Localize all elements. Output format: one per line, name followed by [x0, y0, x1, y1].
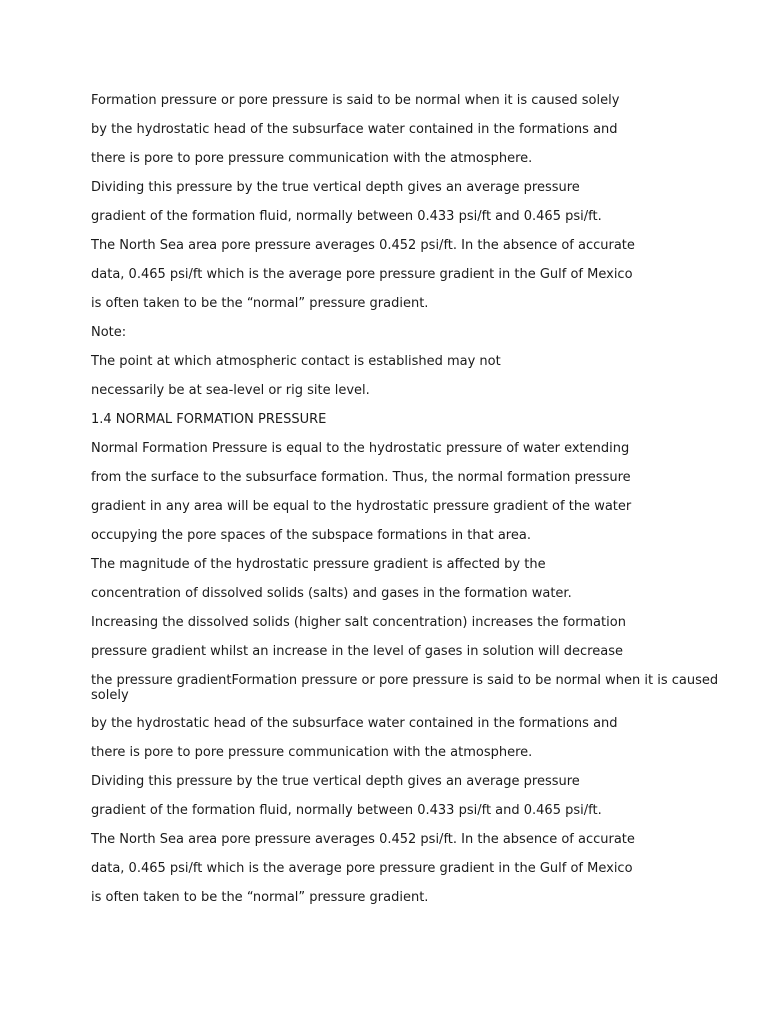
text-line: gradient of the formation fluid, normally between 0.433 psi/ft and 0.465 psi/ft.	[91, 209, 602, 224]
text-line: The North Sea area pore pressure averages 0.452 psi/ft. In the absence of accurate	[91, 832, 635, 847]
text-line: The magnitude of the hydrostatic pressure gradient is affected by the	[91, 557, 546, 572]
note-label: Note:	[91, 325, 127, 340]
text-line: Increasing the dissolved solids (higher salt concentration) increases the formation	[91, 615, 626, 630]
text-line: from the surface to the subsurface formation. Thus, the normal formation pressure	[91, 470, 631, 485]
document-body	[91, 91, 719, 917]
wrapped-paragraph	[91, 671, 719, 704]
text-line: is often taken to be the “normal” pressure gradient.	[91, 890, 429, 905]
text-line: Dividing this pressure by the true vertical depth gives an average pressure	[91, 180, 580, 195]
text-line: gradient in any area will be equal to the hydrostatic pressure gradient of the water	[91, 499, 632, 514]
text-line: concentration of dissolved solids (salts) and gases in the formation water.	[91, 586, 572, 601]
text-line: data, 0.465 psi/ft which is the average pore pressure gradient in the Gulf of Mexico	[91, 267, 633, 282]
text-line: The point at which atmospheric contact is established may not	[91, 354, 501, 369]
text-line: The North Sea area pore pressure averages 0.452 psi/ft. In the absence of accurate	[91, 238, 635, 253]
text-line: gradient of the formation fluid, normally between 0.433 psi/ft and 0.465 psi/ft.	[91, 803, 602, 818]
text-line: pressure gradient whilst an increase in the level of gases in solution will decrease	[91, 644, 623, 659]
text-line: the pressure gradientFormation pressure or pore pressure is said to be normal when it is caused	[91, 673, 719, 688]
text-line: there is pore to pore pressure communication with the atmosphere.	[91, 151, 533, 166]
text-line: by the hydrostatic head of the subsurface water contained in the formations and	[91, 122, 618, 137]
text-line: Formation pressure or pore pressure is said to be normal when it is caused solely	[91, 93, 620, 108]
text-line: necessarily be at sea-level or rig site level.	[91, 383, 370, 398]
section-heading: 1.4 NORMAL FORMATION PRESSURE	[91, 412, 327, 427]
text-line: Normal Formation Pressure is equal to the hydrostatic pressure of water extending	[91, 441, 630, 456]
text-line-continuation: solely	[91, 688, 129, 703]
text-line: Dividing this pressure by the true vertical depth gives an average pressure	[91, 774, 580, 789]
text-line: data, 0.465 psi/ft which is the average pore pressure gradient in the Gulf of Mexico	[91, 861, 633, 876]
text-line: occupying the pore spaces of the subspace formations in that area.	[91, 528, 531, 543]
text-line: is often taken to be the “normal” pressure gradient.	[91, 296, 429, 311]
text-line: by the hydrostatic head of the subsurface water contained in the formations and	[91, 716, 618, 731]
text-line: there is pore to pore pressure communication with the atmosphere.	[91, 745, 533, 760]
